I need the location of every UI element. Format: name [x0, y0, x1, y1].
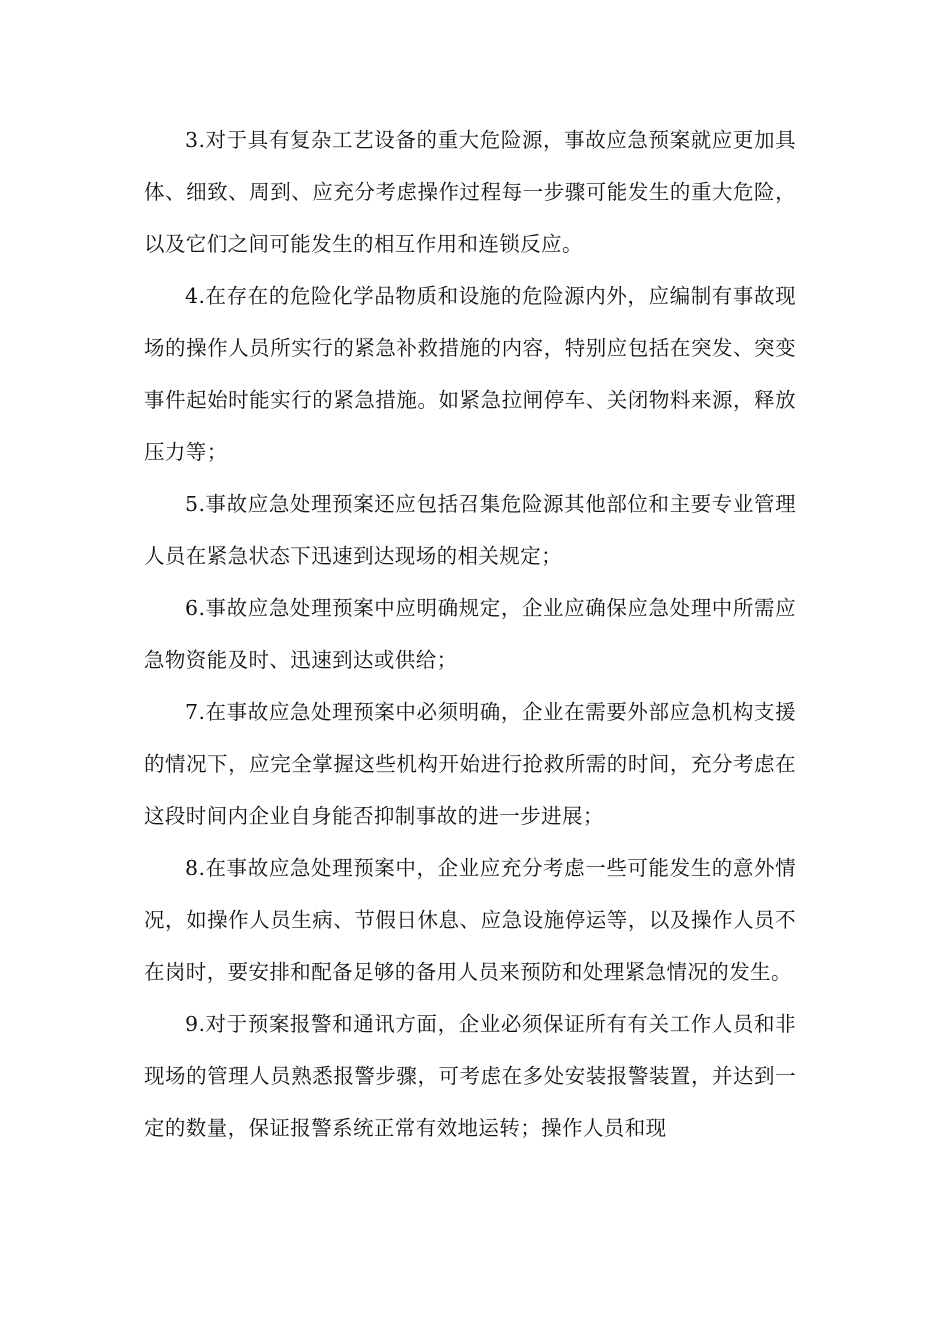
paragraph-6: 6.事故应急处理预案中应明确规定，企业应确保应急处理中所需应急物资能及时、迅速到达或供给； [144, 596, 796, 672]
paragraph-7: 7.在事故应急处理预案中必须明确，企业在需要外部应急机构支援的情况下，应完全掌握这些机构开始进行抢救所需的时间，充分考虑在这段时间内企业自身能否抑制事故的进一步进展； [144, 700, 796, 828]
paragraph-8: 8.在事故应急处理预案中，企业应充分考虑一些可能发生的意外情况，如操作人员生病、节假日休息、应急设施停运等，以及操作人员不在岗时，要安排和配备足够的备用人员来预防和处理紧急情况的发生。 [144, 856, 796, 984]
paragraph-5: 5.事故应急处理预案还应包括召集危险源其他部位和主要专业管理人员在紧急状态下迅速到达现场的相关规定； [144, 492, 796, 568]
paragraph-4: 4.在存在的危险化学品物质和设施的危险源内外，应编制有事故现场的操作人员所实行的紧急补救措施的内容，特别应包括在突发、突变事件起始时能实行的紧急措施。如紧急拉闸停车、关闭物料来源，释放压力等； [144, 284, 796, 464]
document-body [144, 114, 796, 1154]
paragraph-3: 3.对于具有复杂工艺设备的重大危险源，事故应急预案就应更加具体、细致、周到、应充分考虑操作过程每一步骤可能发生的重大危险，以及它们之间可能发生的相互作用和连锁反应。 [144, 128, 796, 256]
paragraph-9: 9.对于预案报警和通讯方面，企业必须保证所有有关工作人员和非现场的管理人员熟悉报警步骤，可考虑在多处安装报警装置，并达到一定的数量，保证报警系统正常有效地运转；操作人员和现 [144, 1012, 796, 1140]
